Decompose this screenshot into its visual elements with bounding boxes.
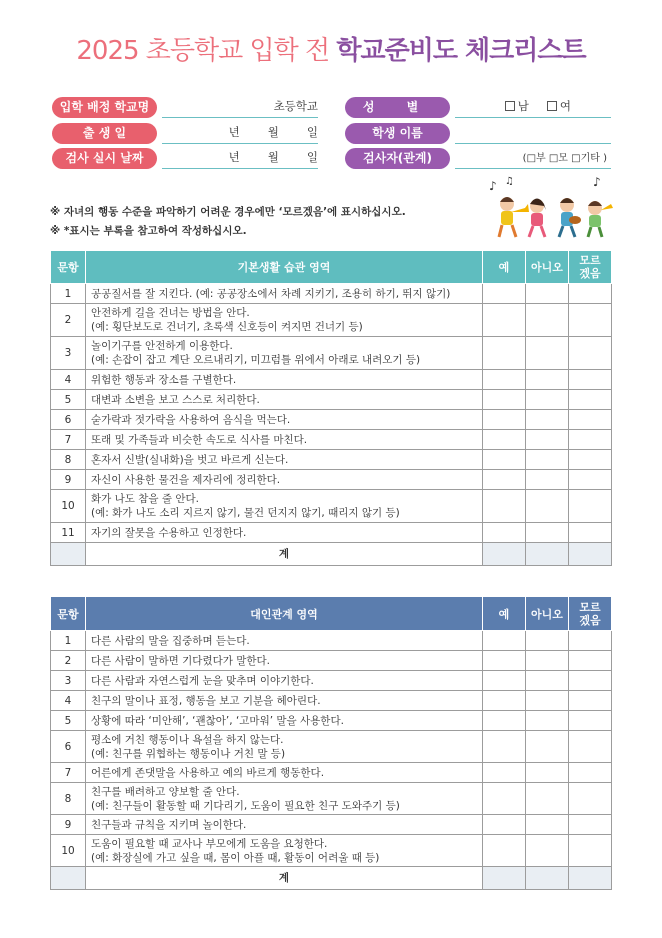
birth-month-unit: 월 (267, 124, 279, 139)
no-check-cell[interactable] (526, 337, 569, 370)
table-row (51, 430, 612, 450)
no-check-cell[interactable] (526, 711, 569, 731)
item-text-cell (86, 631, 483, 651)
col-header-area: 기본생활 습관 영역 (86, 251, 483, 284)
table-row (51, 410, 612, 430)
item-number: 5 (51, 711, 86, 731)
col-header-yes: 예 (483, 251, 526, 284)
table-row (51, 390, 612, 410)
examiner-label: 검사자(관계) (345, 148, 450, 169)
item-text: 또래 및 가족들과 비슷한 속도로 식사를 마친다. (91, 433, 308, 446)
music-note-icon: ♪ (489, 179, 497, 193)
unknown-check-cell[interactable] (569, 284, 612, 304)
yes-check-cell[interactable] (483, 691, 526, 711)
item-number: 6 (51, 410, 86, 430)
yes-check-cell[interactable] (483, 284, 526, 304)
children-marching-band-icon (485, 176, 615, 242)
table-row (51, 304, 612, 337)
birth-field[interactable] (162, 120, 318, 144)
yes-check-cell[interactable] (483, 651, 526, 671)
exam-date-label: 검사 실시 날짜 (52, 148, 157, 169)
col-header-no-answer: 아니오 (526, 597, 569, 631)
yes-check-cell[interactable] (483, 815, 526, 835)
total-row (51, 867, 612, 890)
unknown-total-cell[interactable] (569, 543, 612, 566)
col-header-unknown: 모르겠음 (569, 597, 612, 631)
female-checkbox[interactable] (547, 101, 557, 111)
yes-check-cell[interactable] (483, 304, 526, 337)
no-check-cell[interactable] (526, 763, 569, 783)
item-example: (예: 손잡이 잡고 계단 오르내리기, 미끄럼틀 위에서 아래로 내려오기 등) (91, 354, 421, 366)
item-number: 2 (51, 304, 86, 337)
table-row (51, 671, 612, 691)
no-check-cell[interactable] (526, 490, 569, 523)
item-text-cell (86, 470, 483, 490)
total-spacer (51, 867, 86, 890)
birth-label: 출 생 일 (52, 123, 157, 144)
table-row (51, 523, 612, 543)
item-example: (예: 횡단보도로 건너기, 초록색 신호등이 켜지면 건너기 등) (91, 321, 363, 333)
no-check-cell[interactable] (526, 450, 569, 470)
item-text: 도움이 필요할 때 교사나 부모에게 도움을 요청한다. (91, 837, 328, 850)
gender-field[interactable] (455, 94, 611, 118)
no-check-cell[interactable] (526, 410, 569, 430)
item-number: 9 (51, 470, 86, 490)
no-check-cell[interactable] (526, 523, 569, 543)
item-text-cell (86, 430, 483, 450)
note-2: ※ *표시는 부록을 참고하여 작성하십시오. (50, 225, 247, 237)
item-text-cell (86, 410, 483, 430)
unknown-check-cell[interactable] (569, 410, 612, 430)
col-header-yes: 예 (483, 597, 526, 631)
item-number: 9 (51, 815, 86, 835)
item-number: 7 (51, 763, 86, 783)
yes-check-cell[interactable] (483, 470, 526, 490)
yes-total-cell[interactable] (483, 543, 526, 566)
col-header-unknown: 모르겠음 (569, 251, 612, 284)
item-example: (예: 친구들이 활동할 때 기다리기, 도움이 필요한 친구 도와주기 등) (91, 799, 400, 812)
item-text: 상황에 따라 ‘미안해’, ‘괜찮아’, ‘고마워’ 말을 사용한다. (91, 714, 344, 727)
table-row (51, 490, 612, 523)
table-row (51, 763, 612, 783)
item-number: 1 (51, 284, 86, 304)
item-text: 다른 사람과 자연스럽게 눈을 맞추며 이야기한다. (91, 674, 314, 687)
unknown-check-cell[interactable] (569, 731, 612, 763)
table-row (51, 835, 612, 867)
exam-day-unit: 일 (306, 149, 318, 164)
unknown-check-cell[interactable] (569, 304, 612, 337)
yes-total-cell[interactable] (483, 867, 526, 890)
unknown-check-cell[interactable] (569, 337, 612, 370)
item-text: 친구의 말이나 표정, 행동을 보고 기분을 헤아린다. (91, 694, 321, 707)
page-title (0, 30, 662, 67)
school-label: 입학 배정 학교명 (52, 97, 157, 118)
title-part-1: 2025 초등학교 입학 전 (76, 36, 337, 66)
item-example: (예: 화장실에 가고 싶을 때, 몸이 아플 때, 활동이 어려울 때 등) (91, 851, 380, 864)
item-text-cell (86, 450, 483, 470)
table-row (51, 651, 612, 671)
total-label: 계 (86, 543, 483, 566)
item-text-cell (86, 691, 483, 711)
no-check-cell[interactable] (526, 470, 569, 490)
no-check-cell[interactable] (526, 691, 569, 711)
unknown-check-cell[interactable] (569, 631, 612, 651)
table-row (51, 284, 612, 304)
item-text: 대변과 소변을 보고 스스로 처리한다. (91, 393, 260, 406)
item-text-cell (86, 390, 483, 410)
item-number: 8 (51, 450, 86, 470)
item-number: 4 (51, 691, 86, 711)
no-total-cell[interactable] (526, 543, 569, 566)
item-text-cell (86, 651, 483, 671)
item-text-cell (86, 835, 483, 867)
col-header-no: 문항 (51, 597, 86, 631)
yes-check-cell[interactable] (483, 337, 526, 370)
item-text: 친구들과 규칙을 지키며 놀이한다. (91, 818, 247, 831)
yes-check-cell[interactable] (483, 430, 526, 450)
unknown-check-cell[interactable] (569, 523, 612, 543)
birth-year-unit: 년 (228, 124, 240, 139)
yes-check-cell[interactable] (483, 523, 526, 543)
yes-check-cell[interactable] (483, 731, 526, 763)
table-row (51, 731, 612, 763)
item-number: 4 (51, 370, 86, 390)
child-body (589, 215, 601, 227)
item-example: (예: 친구를 위협하는 행동이나 거친 말 등) (91, 747, 286, 760)
table-row (51, 470, 612, 490)
unknown-check-cell[interactable] (569, 651, 612, 671)
no-check-cell[interactable] (526, 731, 569, 763)
unknown-check-cell[interactable] (569, 691, 612, 711)
no-check-cell[interactable] (526, 390, 569, 410)
unknown-check-cell[interactable] (569, 430, 612, 450)
item-text-cell (86, 815, 483, 835)
item-number: 6 (51, 731, 86, 763)
male-label: 남 (517, 98, 529, 113)
item-text-cell (86, 523, 483, 543)
unknown-check-cell[interactable] (569, 835, 612, 867)
col-header-no-answer: 아니오 (526, 251, 569, 284)
exam-year-unit: 년 (228, 149, 240, 164)
item-text-cell (86, 370, 483, 390)
student-name-label: 학생 이름 (345, 123, 450, 144)
no-check-cell[interactable] (526, 430, 569, 450)
relations-table-body (51, 631, 612, 890)
habits-table (50, 250, 612, 566)
yes-check-cell[interactable] (483, 783, 526, 815)
yes-check-cell[interactable] (483, 763, 526, 783)
item-text: 공공질서를 잘 지킨다. (예: 공공장소에서 차례 지키기, 조용히 하기, 뛰지 않기) (91, 287, 451, 300)
item-number: 7 (51, 430, 86, 450)
no-check-cell[interactable] (526, 835, 569, 867)
table-row (51, 631, 612, 651)
note-1: ※ 자녀의 행동 수준을 파악하기 어려운 경우에만 ‘모르겠음’에 표시하십시오. (50, 206, 406, 218)
item-number: 2 (51, 651, 86, 671)
examiner-field[interactable] (455, 145, 611, 169)
col-header-no: 문항 (51, 251, 86, 284)
item-number: 8 (51, 783, 86, 815)
item-text-cell (86, 711, 483, 731)
item-number: 3 (51, 337, 86, 370)
item-text-cell (86, 671, 483, 691)
exam-date-field[interactable] (162, 145, 318, 169)
no-check-cell[interactable] (526, 815, 569, 835)
unknown-check-cell[interactable] (569, 763, 612, 783)
school-value: 초등학교 (273, 98, 318, 113)
no-total-cell[interactable] (526, 867, 569, 890)
table-row (51, 691, 612, 711)
no-check-cell[interactable] (526, 304, 569, 337)
child-body (531, 213, 543, 226)
table-row (51, 337, 612, 370)
unknown-check-cell[interactable] (569, 711, 612, 731)
music-note-icon: ♪ (593, 176, 601, 189)
item-text: 다른 사람의 말을 집중하며 듣는다. (91, 634, 250, 647)
no-check-cell[interactable] (526, 631, 569, 651)
table-row (51, 815, 612, 835)
item-text-cell (86, 304, 483, 337)
birth-day-unit: 일 (306, 124, 318, 139)
col-header-area: 대인관계 영역 (86, 597, 483, 631)
total-row (51, 543, 612, 566)
item-number: 11 (51, 523, 86, 543)
child-body (501, 211, 513, 225)
yes-check-cell[interactable] (483, 490, 526, 523)
table-row (51, 783, 612, 815)
item-example: (예: 화가 나도 소리 지르지 않기, 물건 던지지 않기, 때리지 않기 등) (91, 507, 400, 519)
yes-check-cell[interactable] (483, 370, 526, 390)
item-number: 3 (51, 671, 86, 691)
total-spacer (51, 543, 86, 566)
unknown-check-cell[interactable] (569, 450, 612, 470)
female-label: 여 (559, 98, 571, 113)
title-part-2: 학교준비도 체크리스트 (336, 36, 586, 66)
item-text-cell (86, 337, 483, 370)
item-text: 자기의 잘못을 수용하고 인정한다. (91, 526, 247, 539)
habits-table-body (51, 284, 612, 566)
yes-check-cell[interactable] (483, 711, 526, 731)
unknown-check-cell[interactable] (569, 490, 612, 523)
no-check-cell[interactable] (526, 370, 569, 390)
item-text: 자신이 사용한 물건을 제자리에 정리한다. (91, 473, 281, 486)
unknown-check-cell[interactable] (569, 370, 612, 390)
item-text: 친구를 배려하고 양보할 줄 안다. (91, 785, 240, 798)
yes-check-cell[interactable] (483, 835, 526, 867)
item-text-cell (86, 284, 483, 304)
item-text: 어른에게 존댓말을 사용하고 예의 바르게 행동한다. (91, 766, 325, 779)
item-number: 10 (51, 835, 86, 867)
yes-check-cell[interactable] (483, 450, 526, 470)
item-text-cell (86, 490, 483, 523)
no-check-cell[interactable] (526, 284, 569, 304)
music-note-icon: ♫ (505, 176, 514, 187)
item-text-cell (86, 783, 483, 815)
exam-month-unit: 월 (267, 149, 279, 164)
unknown-check-cell[interactable] (569, 815, 612, 835)
no-check-cell[interactable] (526, 651, 569, 671)
gender-label: 성 별 (345, 97, 450, 118)
table-row (51, 711, 612, 731)
school-field[interactable] (162, 94, 318, 118)
item-text: 평소에 거친 행동이나 욕설을 하지 않는다. (91, 733, 284, 746)
unknown-check-cell[interactable] (569, 783, 612, 815)
item-number: 5 (51, 390, 86, 410)
unknown-check-cell[interactable] (569, 671, 612, 691)
examiner-options: (□부 □모 □기타 ) (522, 153, 607, 164)
item-text-cell (86, 731, 483, 763)
student-name-field[interactable] (455, 120, 611, 144)
no-check-cell[interactable] (526, 783, 569, 815)
item-text-cell (86, 763, 483, 783)
yes-check-cell[interactable] (483, 410, 526, 430)
no-check-cell[interactable] (526, 671, 569, 691)
item-text: 안전하게 길을 건너는 방법을 안다. (91, 307, 250, 319)
unknown-check-cell[interactable] (569, 390, 612, 410)
male-checkbox[interactable] (505, 101, 515, 111)
table-row (51, 370, 612, 390)
item-text: 혼자서 신발(실내화)을 벗고 바르게 신는다. (91, 453, 289, 466)
unknown-check-cell[interactable] (569, 470, 612, 490)
item-text: 숟가락과 젓가락을 사용하여 음식을 먹는다. (91, 413, 291, 426)
item-number: 1 (51, 631, 86, 651)
yes-check-cell[interactable] (483, 390, 526, 410)
item-text: 놀이기구를 안전하게 이용한다. (91, 340, 233, 352)
item-number: 10 (51, 490, 86, 523)
table-row (51, 450, 612, 470)
item-text: 위험한 행동과 장소를 구별한다. (91, 373, 237, 386)
yes-check-cell[interactable] (483, 671, 526, 691)
unknown-total-cell[interactable] (569, 867, 612, 890)
item-text: 화가 나도 참을 줄 안다. (91, 493, 199, 505)
item-text: 다른 사람이 말하면 기다렸다가 말한다. (91, 654, 270, 667)
total-label: 계 (86, 867, 483, 890)
relations-table (50, 596, 612, 890)
yes-check-cell[interactable] (483, 631, 526, 651)
